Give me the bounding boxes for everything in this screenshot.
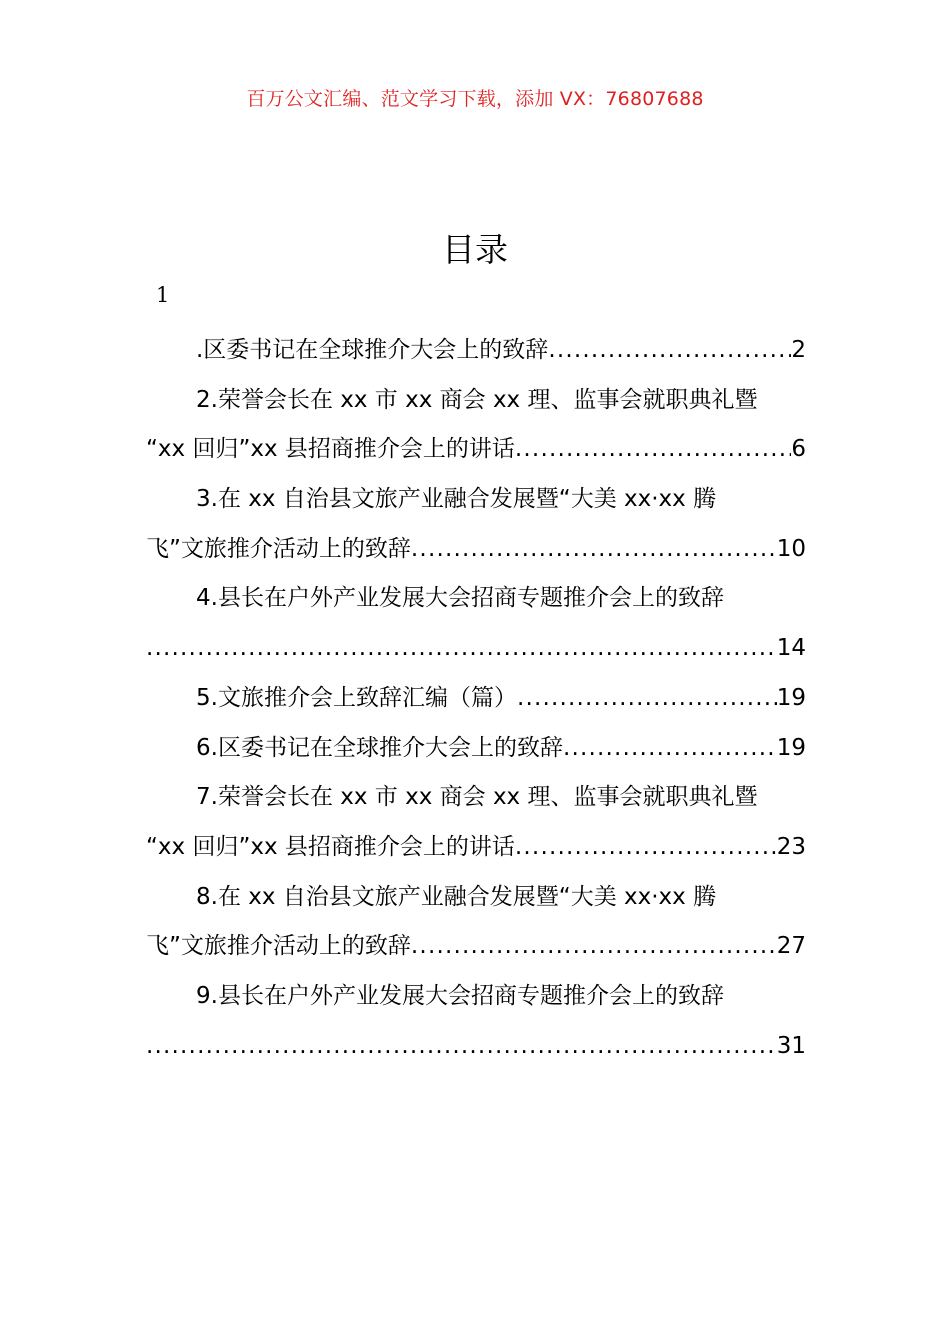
table-of-contents: [146, 326, 806, 1071]
dot-leader: [548, 326, 791, 376]
toc-page-number: 14: [776, 635, 806, 662]
toc-entry-2[interactable]: [146, 376, 806, 426]
page-title: 目录: [442, 230, 508, 269]
toc-entry-title: 飞”文旅推介活动上的致辞: [146, 933, 411, 960]
toc-entry-3-cont[interactable]: [146, 525, 806, 575]
dot-leader: [411, 525, 777, 575]
toc-entry-4[interactable]: [146, 574, 806, 624]
toc-page-number: 10: [776, 535, 806, 562]
toc-entry-title: 飞”文旅推介活动上的致辞: [146, 535, 411, 562]
toc-entry-title: 9.县长在户外产业发展大会招商专题推介会上的致辞: [196, 982, 724, 1009]
dot-leader: [515, 823, 777, 873]
toc-entry-6[interactable]: [146, 724, 806, 774]
dot-leader: [146, 624, 777, 674]
toc-entry-8-cont[interactable]: [146, 922, 806, 972]
toc-page-number: 27: [776, 933, 806, 960]
toc-entry-2-cont[interactable]: [146, 425, 806, 475]
toc-entry-title: .区委书记在全球推介大会上的致辞: [196, 337, 549, 363]
dot-leader: [515, 425, 791, 475]
dot-leader: [517, 674, 777, 724]
toc-entry-title: 4.县长在户外产业发展大会招商专题推介会上的致辞: [196, 585, 724, 612]
dot-leader: [411, 922, 777, 972]
toc-page-number: 6: [791, 436, 806, 463]
toc-page-number: 19: [776, 684, 806, 711]
toc-entry-7[interactable]: [146, 773, 806, 823]
toc-entry-title: 3.在 xx 自治县文旅产业融合发展暨“大美 xx·xx 腾: [196, 486, 717, 513]
toc-entry-8[interactable]: [146, 873, 806, 923]
toc-entry-4-cont[interactable]: [146, 624, 806, 674]
stray-number: 1: [156, 283, 170, 307]
toc-entry-title: 7.荣誉会长在 xx 市 xx 商会 xx 理、监事会就职典礼暨: [196, 784, 758, 811]
toc-entry-9-cont[interactable]: [146, 1022, 806, 1072]
toc-page-number: 2: [791, 337, 806, 363]
toc-entry-title: 5.文旅推介会上致辞汇编（篇）: [196, 684, 517, 711]
toc-entry-title: “xx 回归”xx 县招商推介会上的讲话: [146, 436, 515, 463]
toc-entry-7-cont[interactable]: [146, 823, 806, 873]
toc-entry-5[interactable]: [146, 674, 806, 724]
toc-page-number: 19: [776, 734, 806, 761]
toc-page-number: 23: [776, 833, 806, 860]
toc-page-number: 31: [776, 1032, 806, 1059]
dot-leader: [146, 1022, 777, 1072]
toc-entry-title: “xx 回归”xx 县招商推介会上的讲话: [146, 833, 515, 860]
toc-entry-3[interactable]: [146, 475, 806, 525]
watermark-header: 百万公文汇编、范文学习下载，添加 VX：76807688: [246, 88, 704, 110]
toc-entry-title: 2.荣誉会长在 xx 市 xx 商会 xx 理、监事会就职典礼暨: [196, 386, 758, 413]
toc-entry-1[interactable]: [146, 326, 806, 376]
toc-entry-title: 8.在 xx 自治县文旅产业融合发展暨“大美 xx·xx 腾: [196, 883, 717, 910]
toc-entry-9[interactable]: [146, 972, 806, 1022]
toc-entry-title: 6.区委书记在全球推介大会上的致辞: [196, 734, 563, 761]
dot-leader: [563, 724, 777, 774]
